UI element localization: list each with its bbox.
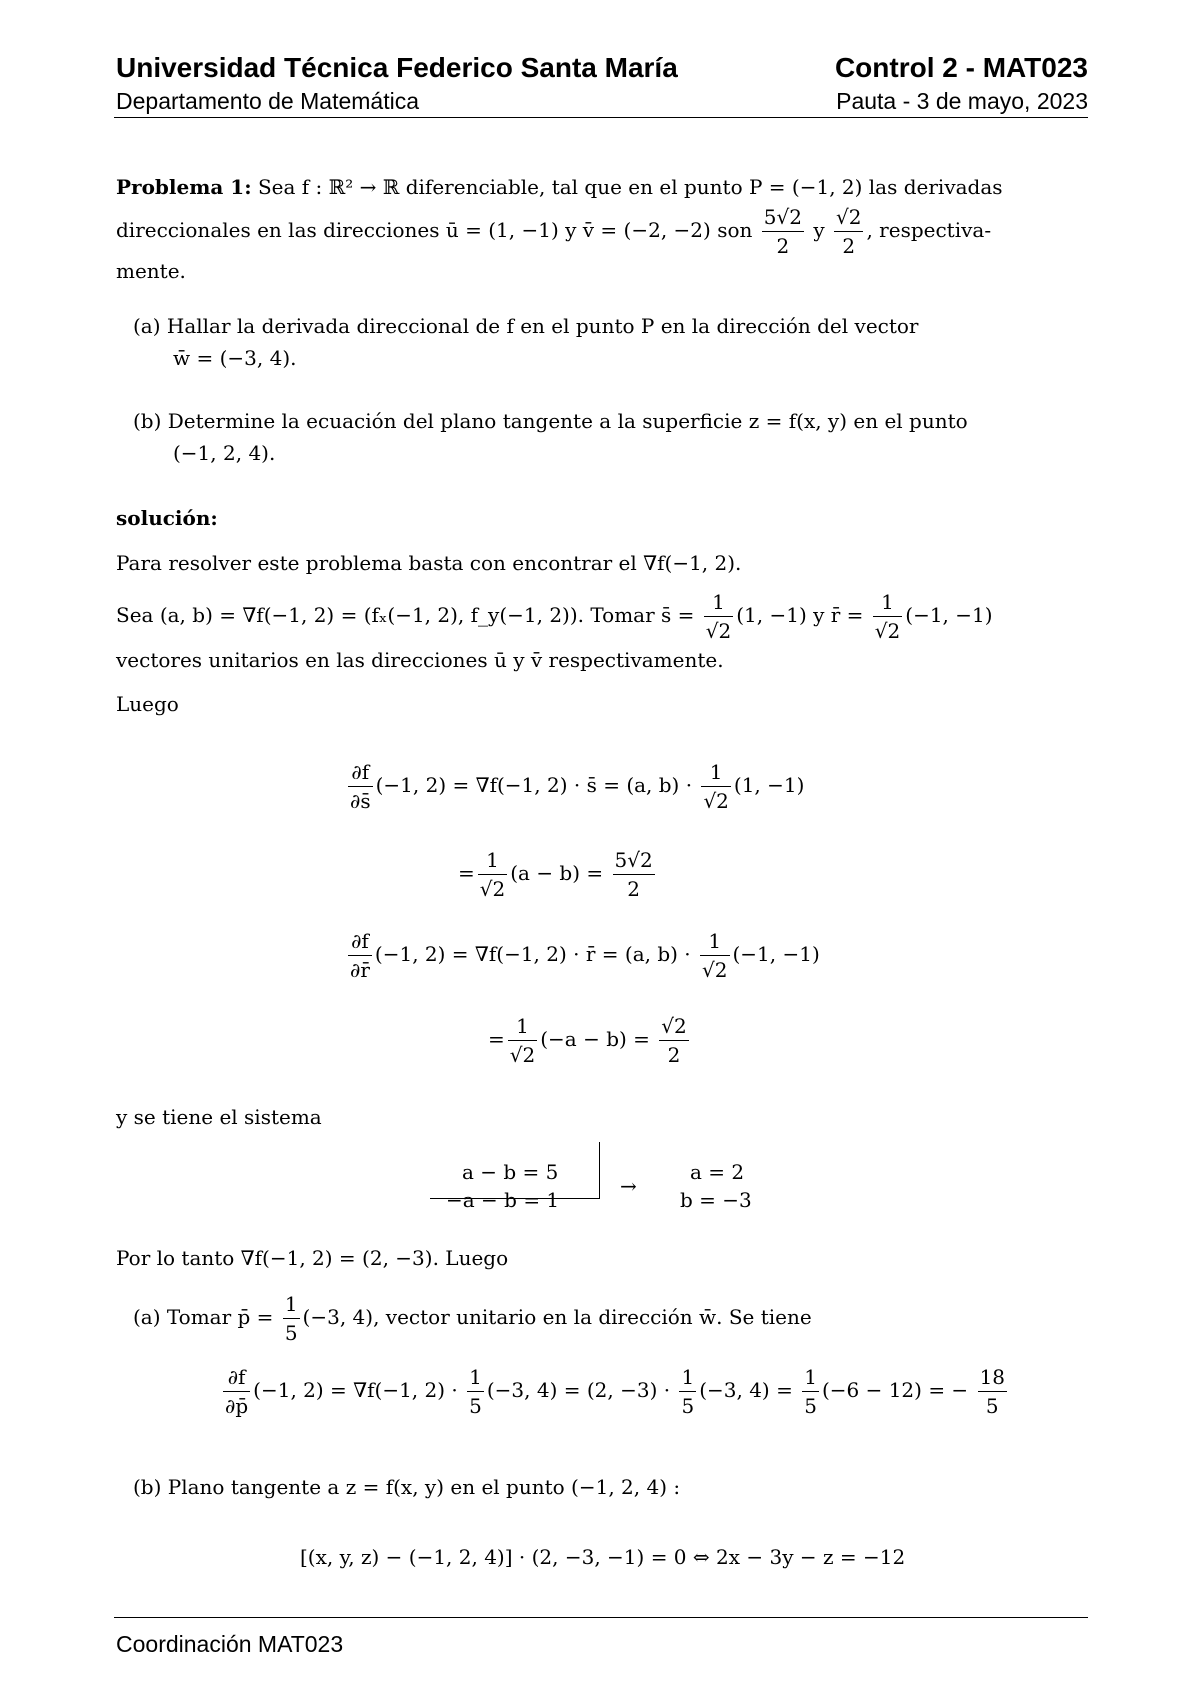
header-rule: [114, 117, 1088, 118]
problem-line-1: [116, 177, 1003, 197]
frac-den: ∂r̄: [350, 958, 370, 982]
system-result-a: a = 2: [690, 1160, 745, 1184]
eq1-text-a: (−1, 2) = ∇f(−1, 2) · s̄ = (a, b) ·: [375, 773, 693, 797]
frac-den: 5: [985, 1394, 999, 1418]
sol-a-eq-2: (−1, 2) = ∇f(−1, 2) ·: [253, 1378, 458, 1402]
frac-den: √2: [702, 958, 728, 982]
solution-luego: Luego: [116, 692, 179, 716]
problem-label: Problema 1:: [116, 175, 252, 199]
frac-den: √2: [703, 789, 729, 813]
problem-text-2b: , respectiva-: [866, 218, 992, 242]
system-result-b: b = −3: [680, 1188, 752, 1212]
frac-num: 5√2: [762, 205, 804, 232]
eq4-text-b: (−a − b) =: [540, 1027, 650, 1051]
frac-num: 1: [467, 1365, 484, 1392]
solution-unit-vectors: vectores unitarios en las direcciones ū y v̄ respectivamente.: [116, 648, 724, 672]
frac-den: 5: [681, 1394, 695, 1418]
fraction-1-over-root2: [508, 1014, 537, 1067]
fraction-1-over-root2: [700, 929, 729, 982]
eq1-text-b: (1, −1): [733, 773, 805, 797]
system-row-2: −a − b = 1: [446, 1188, 560, 1212]
eq3-text-b: (−1, −1): [732, 942, 820, 966]
frac-num: 1: [478, 848, 507, 875]
fraction-1-over-5: [283, 1292, 300, 1345]
fraction-1-over-5: [802, 1365, 819, 1418]
equation-row-2: [458, 848, 658, 901]
fraction-1-over-root2: [478, 848, 507, 901]
frac-num: 1: [704, 590, 733, 617]
equation-row-3: [345, 929, 820, 982]
sea-text-c: (−1, −1): [905, 603, 993, 627]
frac-num: 1: [701, 760, 730, 787]
system-row-1: a − b = 5: [462, 1160, 559, 1184]
frac-num: √2: [659, 1014, 688, 1041]
solution-part-b-equation: [(x, y, z) − (−1, 2, 4)] · (2, −3, −1) = 0 ⇔ 2x − 3y − z = −12: [300, 1545, 906, 1569]
sol-a-eq-5: (−6 − 12) = −: [821, 1378, 969, 1402]
solution-sistema-intro: y se tiene el sistema: [116, 1105, 322, 1129]
fraction-root2-over-2: [659, 1014, 688, 1067]
fraction-5root2-over-2: [613, 848, 655, 901]
sol-a-text-1: (a) Tomar p̄ =: [133, 1305, 274, 1329]
solution-label: solución:: [116, 506, 218, 530]
frac-den: 2: [627, 877, 640, 901]
frac-num: ∂f: [348, 760, 373, 787]
fraction-root2-over-2: [834, 205, 863, 258]
frac-num: 1: [700, 929, 729, 956]
fraction-1-over-root2: [701, 760, 730, 813]
solution-part-b-line: (b) Plano tangente a z = f(x, y) en el punto (−1, 2, 4) :: [133, 1475, 681, 1499]
eq2-text-b: (a − b) =: [510, 861, 604, 885]
frac-den: 2: [776, 234, 790, 258]
problem-part-a-line-1: (a) Hallar la derivada direccional de f en el punto P en la dirección del vector: [133, 314, 919, 338]
exam-title: Control 2 - MAT023: [834, 52, 1088, 83]
solution-part-a-line: [133, 1292, 812, 1345]
equation-row-1: [345, 760, 804, 813]
partial-f-over-partial-p: [223, 1365, 250, 1418]
footer-rule: [114, 1617, 1088, 1618]
solution-intro: Para resolver este problema basta con encontrar el ∇f(−1, 2).: [116, 551, 742, 575]
eq2-text-a: =: [458, 861, 475, 885]
frac-den: ∂p̄: [225, 1394, 249, 1418]
frac-num: 5√2: [613, 848, 655, 875]
problem-line-2: [116, 205, 991, 258]
fraction-1-over-root2: [704, 590, 733, 643]
frac-num: ∂f: [223, 1365, 250, 1392]
frac-num: 1: [802, 1365, 819, 1392]
problem-part-b-line-1: (b) Determine la ecuación del plano tangente a la superficie z = f(x, y) en el punto: [133, 409, 968, 433]
frac-den: 5: [469, 1394, 482, 1418]
frac-den: 2: [842, 234, 856, 258]
frac-num: 1: [679, 1365, 696, 1392]
university-title: Universidad Técnica Federico Santa María: [116, 52, 678, 83]
footer-text: Coordinación MAT023: [116, 1631, 344, 1657]
problem-part-a-line-2: w̄ = (−3, 4).: [173, 346, 297, 370]
eq3-text-a: (−1, 2) = ∇f(−1, 2) · r̄ = (a, b) ·: [374, 942, 691, 966]
sol-a-text-2: (−3, 4), vector unitario en la dirección w̄. Se tiene: [302, 1305, 812, 1329]
fraction-18-over-5: [978, 1365, 1007, 1418]
fraction-1-over-5: [679, 1365, 696, 1418]
frac-den: √2: [874, 619, 901, 643]
problem-text-1: Sea f : ℝ² → ℝ diferenciable, tal que en el punto P = (−1, 2) las derivadas: [257, 175, 1003, 199]
frac-den: √2: [509, 1043, 536, 1067]
system-arrow: →: [620, 1174, 637, 1198]
problem-part-b-line-2: (−1, 2, 4).: [173, 441, 276, 465]
frac-num: 18: [978, 1365, 1007, 1392]
problem-line-3: mente.: [116, 259, 186, 283]
frac-num: 1: [873, 590, 902, 617]
fraction-1-over-5: [467, 1365, 484, 1418]
solution-por-lo-tanto: Por lo tanto ∇f(−1, 2) = (2, −3). Luego: [116, 1246, 509, 1270]
sol-a-eq-4: (−3, 4) =: [699, 1378, 793, 1402]
frac-den: 5: [804, 1394, 817, 1418]
sea-text-a: Sea (a, b) = ∇f(−1, 2) = (fₓ(−1, 2), f_y(−1, 2)). Tomar s̄ =: [116, 603, 695, 627]
frac-den: 2: [667, 1043, 681, 1067]
solution-sea-line: [116, 590, 993, 643]
exam-date: Pauta - 3 de mayo, 2023: [836, 88, 1088, 114]
frac-num: 1: [508, 1014, 537, 1041]
fraction-1-over-root2: [873, 590, 902, 643]
problem-text-2a: direccionales en las direcciones ū = (1, −1) y v̄ = (−2, −2) son: [116, 218, 753, 242]
frac-den: √2: [705, 619, 732, 643]
frac-num: √2: [834, 205, 863, 232]
equation-row-4: [488, 1014, 692, 1067]
frac-num: 1: [283, 1292, 300, 1319]
solution-part-a-equation: [220, 1365, 1010, 1418]
frac-den: 5: [284, 1321, 298, 1345]
eq4-text-a: =: [488, 1027, 505, 1051]
word-y: y: [813, 218, 825, 242]
sol-a-eq-3: (−3, 4) = (2, −3) ·: [486, 1378, 671, 1402]
partial-f-over-partial-s: [348, 760, 373, 813]
fraction-5root2-over-2: [762, 205, 804, 258]
partial-f-over-partial-r: [348, 929, 372, 982]
frac-den: ∂s̄: [350, 789, 371, 813]
frac-num: ∂f: [348, 929, 372, 956]
sea-text-b: (1, −1) y r̄ =: [736, 603, 864, 627]
frac-den: √2: [479, 877, 506, 901]
department-name: Departamento de Matemática: [116, 88, 419, 114]
